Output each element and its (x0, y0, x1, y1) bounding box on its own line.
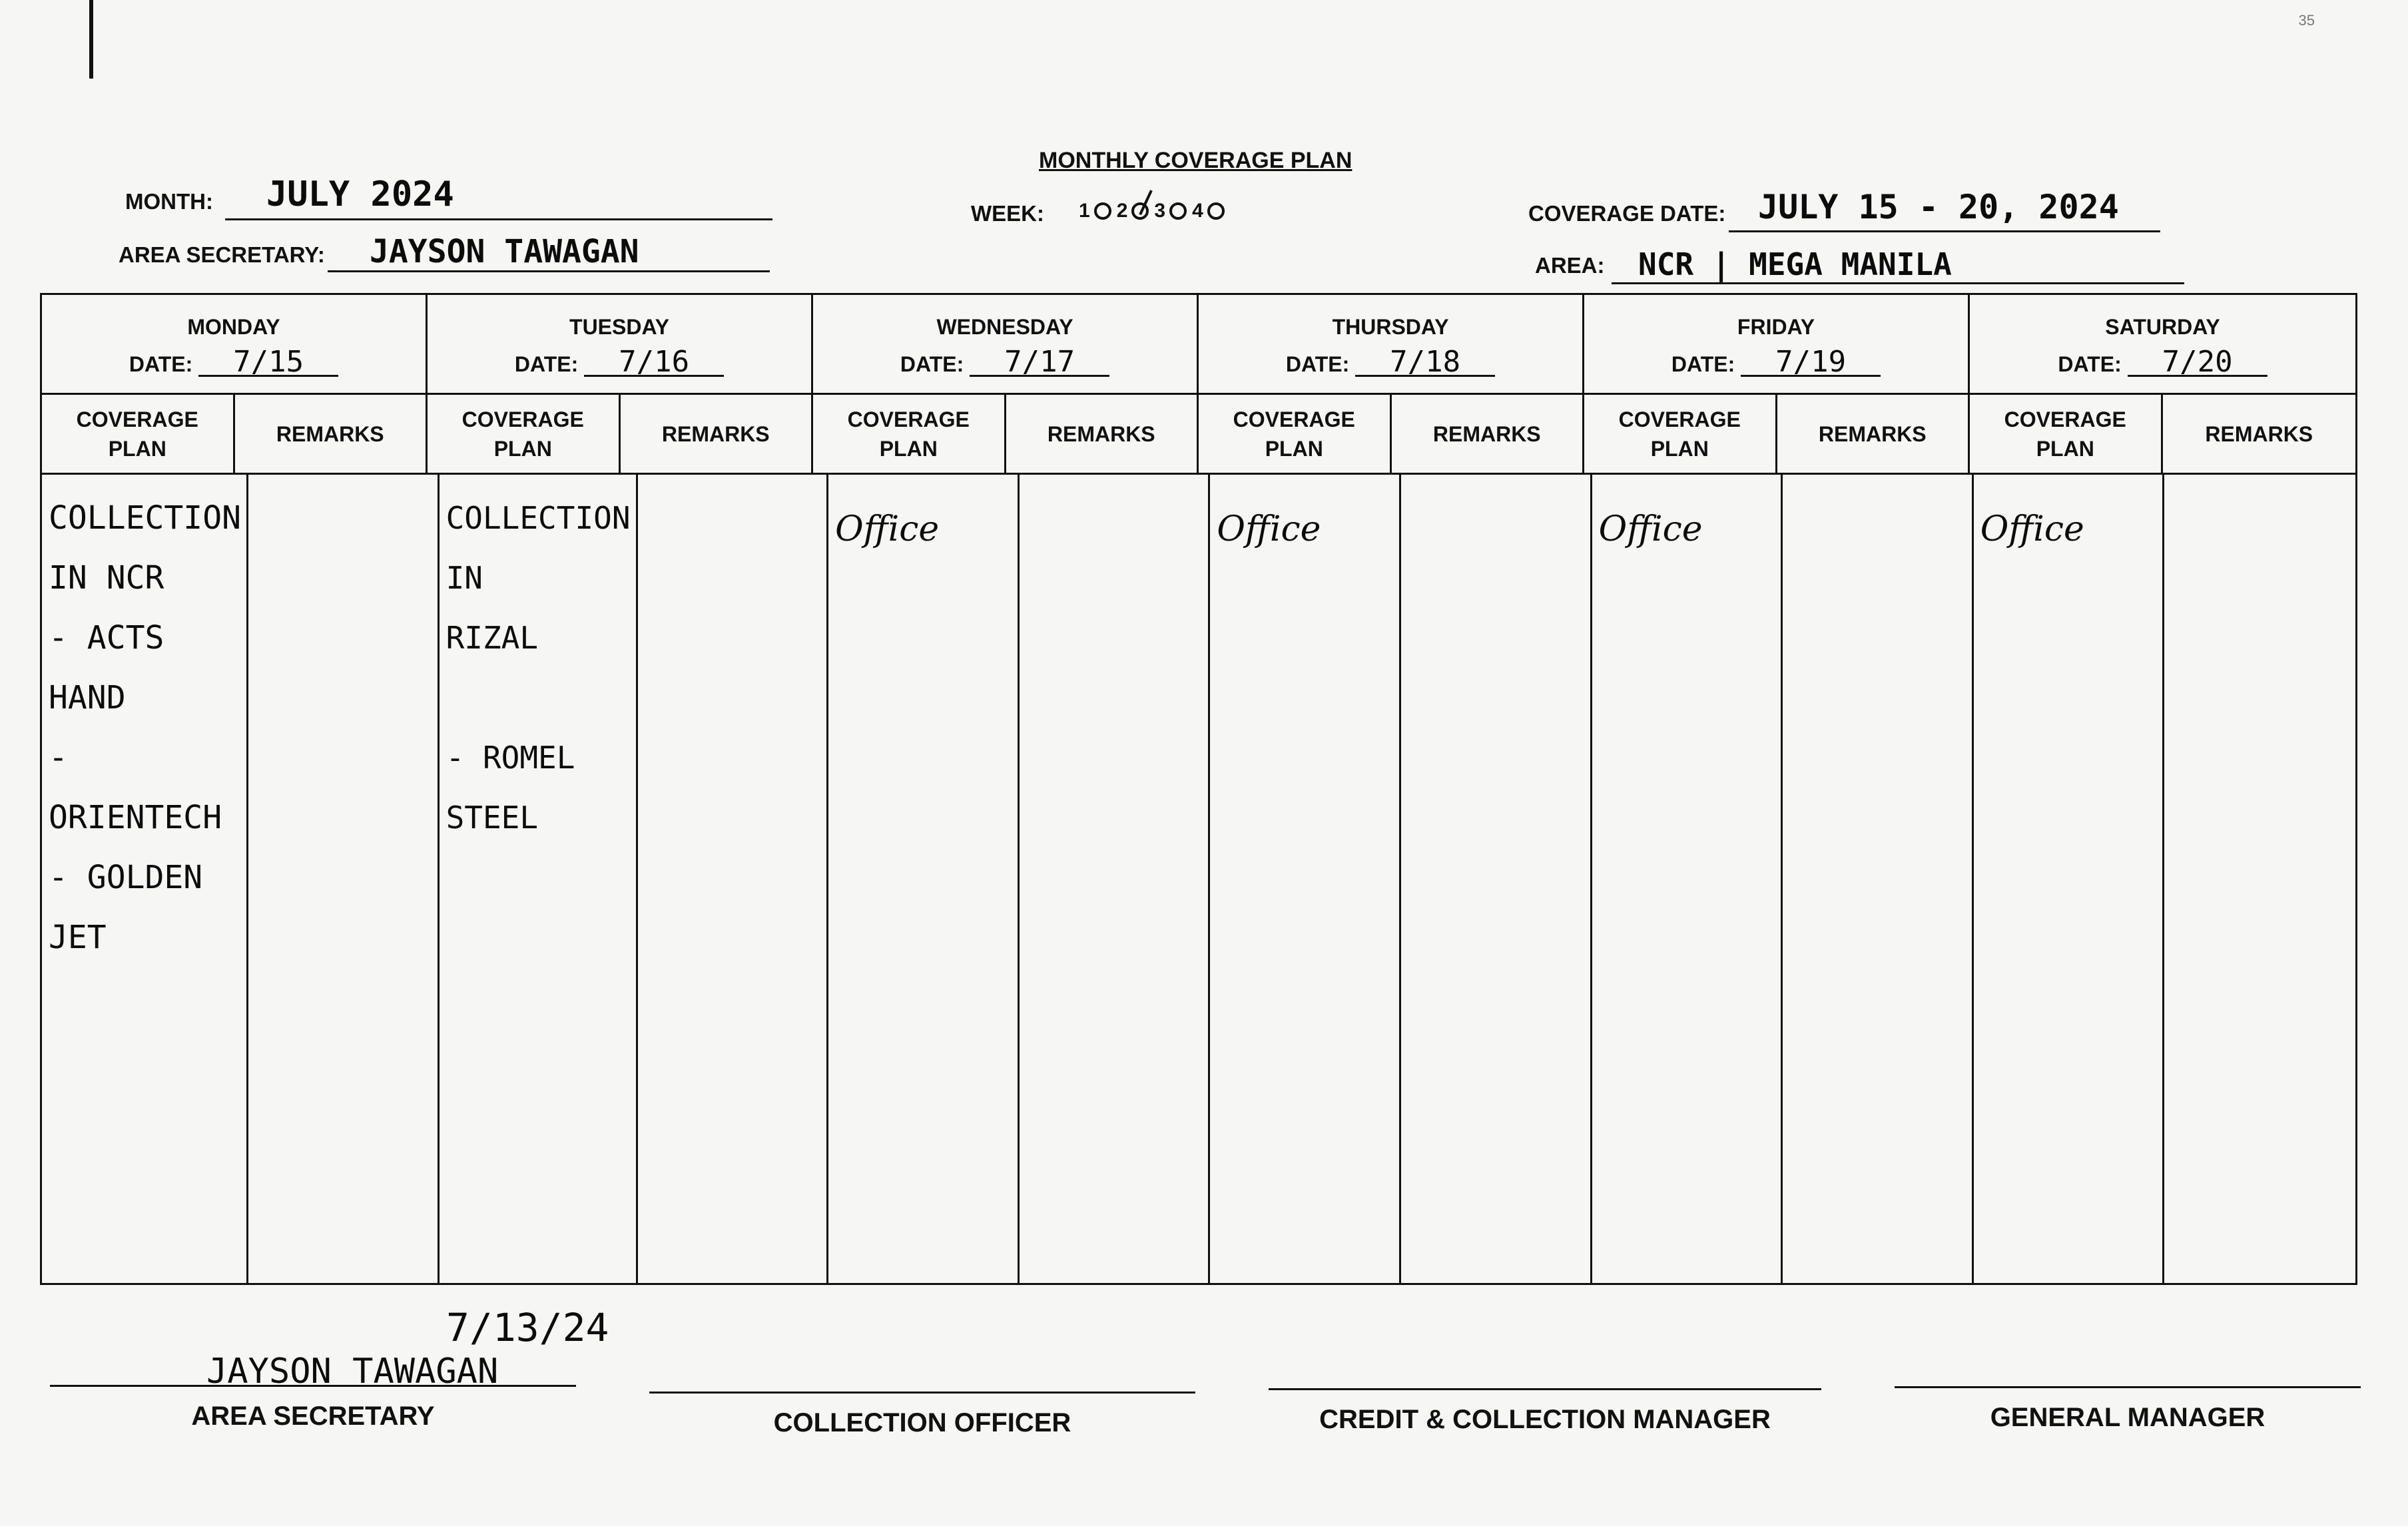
day-date-row (428, 345, 811, 379)
day-date-row (42, 345, 426, 379)
date-label: DATE: (900, 352, 964, 376)
week-options (1079, 200, 1225, 222)
signature-line (1269, 1388, 1821, 1390)
remarks-header: REMARKS (2205, 421, 2313, 446)
week-option-1[interactable] (1079, 200, 1111, 222)
day-date-row (1584, 345, 1968, 379)
day-name: WEDNESDAY (936, 315, 1073, 339)
week-label: WEEK: (971, 201, 1044, 226)
coverage-date-line (1729, 230, 2160, 232)
day-date-value[interactable]: 7/19 (1741, 350, 1881, 377)
radio-checked-icon[interactable] (1131, 202, 1149, 220)
form-title: MONTHLY COVERAGE PLAN (1039, 148, 1353, 173)
page-number: 35 (2298, 12, 2315, 29)
week-option-2[interactable] (1117, 200, 1149, 222)
date-label: DATE: (1285, 352, 1350, 376)
coverage-cell-thursday[interactable]: Office (1210, 475, 1401, 1283)
day-date-value[interactable]: 7/15 (198, 350, 338, 377)
coverage-cell-tuesday[interactable]: COLLECTION IN RIZAL - ROMEL STEEL (440, 475, 638, 1283)
day-date-value[interactable]: 7/17 (970, 350, 1109, 377)
coverage-cell-wednesday[interactable]: Office (828, 475, 1020, 1283)
radio-circle-icon[interactable] (1094, 202, 1111, 220)
month-value[interactable]: JULY 2024 (266, 174, 454, 214)
remarks-cell-saturday[interactable] (2164, 475, 2355, 1283)
signature-line (1895, 1386, 2361, 1388)
area-secretary-title: AREA SECRETARY (191, 1401, 435, 1431)
day-header-wednesday (813, 295, 1199, 395)
day-header-saturday (1970, 295, 2355, 395)
coverage-date-label: COVERAGE DATE: (1528, 201, 1726, 226)
remarks-cell-wednesday[interactable] (1020, 475, 1211, 1283)
coverage-plan-header: COVERAGE PLAN (813, 395, 1006, 473)
day-name: TUESDAY (569, 315, 669, 339)
week-option-3[interactable] (1154, 200, 1187, 222)
week-option-number: 4 (1192, 200, 1203, 222)
day-name: MONDAY (187, 315, 280, 339)
radio-circle-icon[interactable] (1169, 202, 1187, 220)
credit-manager-signature-block (1269, 1388, 1821, 1435)
date-label: DATE: (1671, 352, 1735, 376)
day-date-row (1199, 345, 1582, 379)
area-secretary-label: AREA SECRETARY: (119, 242, 325, 267)
remarks-header: REMARKS (1777, 395, 1970, 473)
area-secretary-value[interactable]: JAYSON TAWAGAN (370, 233, 639, 270)
date-label: DATE: (514, 352, 579, 376)
signature-line (50, 1385, 576, 1387)
remarks-cell-monday[interactable] (248, 475, 440, 1283)
area-value[interactable]: NCR | MEGA MANILA (1638, 246, 1952, 282)
date-label: DATE: (2058, 352, 2122, 376)
radio-circle-icon[interactable] (1207, 202, 1225, 220)
collection-officer-signature-block (649, 1392, 1195, 1438)
coverage-cell-friday[interactable]: Office (1592, 475, 1783, 1283)
area-secretary-line (328, 270, 770, 272)
general-manager-title: GENERAL MANAGER (1990, 1403, 2265, 1432)
day-header-tuesday (428, 295, 813, 395)
coverage-cell-monday[interactable]: COLLECTION IN NCR - ACTS HAND - ORIENTECH - GOLDEN JET (42, 475, 248, 1283)
coverage-plan-header: COVERAGE PLAN (1970, 395, 2163, 473)
week-option-number: 3 (1154, 200, 1166, 222)
credit-manager-title: CREDIT & COLLECTION MANAGER (1319, 1405, 1771, 1434)
remarks-header: REMARKS (1392, 395, 1585, 473)
area-line (1612, 282, 2184, 284)
area-secretary-sign-date: 7/13/24 (446, 1305, 609, 1350)
remarks-cell-friday[interactable] (1783, 475, 1974, 1283)
remarks-header: REMARKS (621, 395, 814, 473)
coverage-plan-header: COVERAGE PLAN (42, 395, 235, 473)
area-secretary-signature: JAYSON TAWAGAN (206, 1352, 499, 1392)
day-name: THURSDAY (1332, 315, 1449, 339)
area-label: AREA: (1535, 253, 1605, 278)
coverage-table (40, 293, 2357, 1285)
day-name: FRIDAY (1737, 315, 1815, 339)
week-option-number: 1 (1079, 200, 1090, 222)
area-secretary-signature-block (50, 1385, 576, 1431)
signature-line (649, 1392, 1195, 1394)
coverage-plan-header: COVERAGE PLAN (428, 395, 621, 473)
month-label: MONTH: (125, 189, 213, 214)
day-date-value[interactable]: 7/18 (1355, 350, 1495, 377)
coverage-cell-saturday[interactable]: Office (1974, 475, 2165, 1283)
day-header-thursday (1199, 295, 1584, 395)
edge-mark (89, 0, 93, 79)
day-date-value[interactable]: 7/20 (2128, 350, 2267, 377)
week-option-4[interactable] (1192, 200, 1225, 222)
day-date-row (813, 345, 1197, 379)
remarks-header: REMARKS (235, 395, 428, 473)
collection-officer-title: COLLECTION OFFICER (773, 1408, 1071, 1437)
remarks-cell-thursday[interactable] (1401, 475, 1592, 1283)
general-manager-signature-block (1895, 1386, 2361, 1433)
plan-body-row (42, 475, 2355, 1283)
day-header-friday (1584, 295, 1970, 395)
remarks-header: REMARKS (1006, 395, 1199, 473)
day-header-monday (42, 295, 428, 395)
day-date-value[interactable]: 7/16 (584, 350, 724, 377)
coverage-plan-header: COVERAGE PLAN (1199, 395, 1392, 473)
date-label: DATE: (129, 352, 193, 376)
day-name: SATURDAY (2105, 315, 2220, 339)
coverage-date-value[interactable]: JULY 15 - 20, 2024 (1758, 188, 2119, 226)
week-option-number: 2 (1116, 200, 1128, 222)
remarks-cell-tuesday[interactable] (638, 475, 829, 1283)
column-header-row (42, 395, 2355, 475)
month-line (225, 218, 772, 220)
coverage-plan-header: COVERAGE PLAN (1584, 395, 1777, 473)
day-date-row (1970, 345, 2355, 379)
